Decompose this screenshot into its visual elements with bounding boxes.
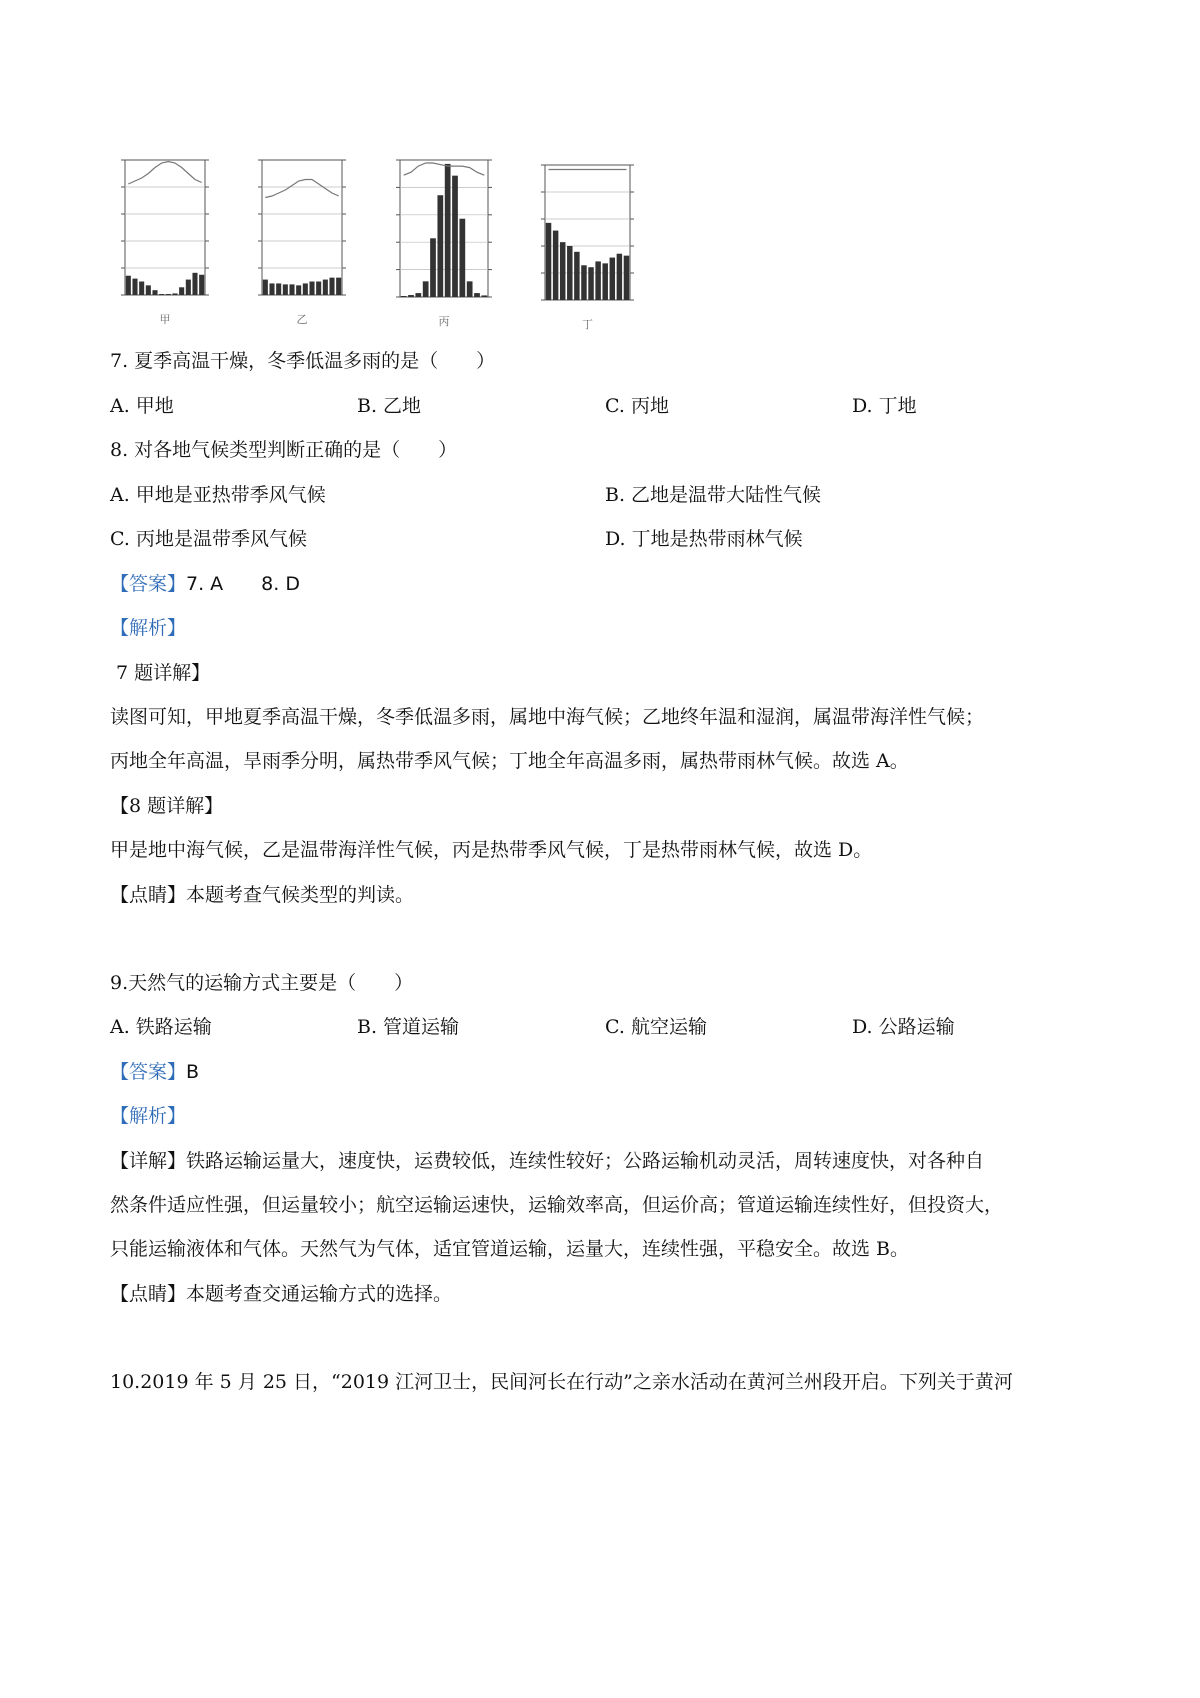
precip-bar — [166, 294, 171, 295]
precip-bar — [159, 294, 164, 295]
precip-bar — [481, 295, 487, 297]
precip-bar — [467, 281, 473, 297]
dianjing-1: 【点睛】本题考查气候类型的判读。 — [110, 884, 415, 906]
precip-bar — [474, 293, 480, 297]
precip-bar — [309, 282, 314, 296]
precip-bar — [452, 176, 458, 297]
q9-option-a: A. 铁路运输 — [110, 1016, 212, 1038]
analysis-tag: 【解析】 — [110, 617, 187, 639]
precip-bar — [269, 283, 274, 295]
q9-option-c: C. 航空运输 — [605, 1016, 707, 1038]
precip-bar — [336, 278, 341, 295]
precip-bar — [172, 293, 177, 295]
q7-detail-line-1: 读图可知，甲地夏季高温干燥，冬季低温多雨，属地中海气候；乙地终年温和湿润，属温带海洋性气候； — [110, 706, 985, 728]
q8-option-c: C. 丙地是温带季风气候 — [110, 528, 307, 550]
precip-bar — [445, 164, 451, 297]
answer-9-text: B — [186, 1061, 200, 1083]
precip-bar — [423, 281, 429, 297]
precip-bar — [329, 278, 334, 295]
precip-bar — [430, 238, 436, 297]
q8-detail-line-1: 甲是地中海气候，乙是温带海洋性气候，丙是热带季风气候，丁是热带雨林气候，故选 D。 — [110, 839, 873, 861]
precip-bar — [323, 280, 328, 295]
precip-bar — [437, 195, 443, 297]
q7-detail-line-2: 丙地全年高温，旱雨季分明，属热带季风气候；丁地全年高温多雨，属热带雨林气候。故选 A。 — [110, 750, 909, 772]
q8-option-b: B. 乙地是温带大陆性气候 — [605, 484, 822, 506]
q10-stem: 10.2019 年 5 月 25 日，“2019 江河卫士，民间河长在行动”之亲水活动在黄河兰州段开启。下列关于黄河 — [110, 1371, 1013, 1393]
q7-stem: 7. 夏季高温干燥，冬季低温多雨的是（ ） — [110, 350, 496, 372]
precip-bar — [602, 263, 607, 300]
precip-bar — [617, 254, 622, 300]
precip-bar — [152, 290, 157, 295]
q7-option-b: B. 乙地 — [357, 395, 422, 417]
precip-bar — [581, 265, 586, 300]
precip-bar — [192, 273, 197, 295]
temperature-line — [128, 162, 201, 185]
q9-detail-line-1: 【详解】铁路运输运量大，速度快，运费较低，连续性较好；公路运输机动灵活，周转速度快，对各种自 — [110, 1150, 985, 1172]
chart-label: 乙 — [296, 313, 308, 326]
precip-bar — [283, 284, 288, 295]
precip-bar — [553, 231, 558, 300]
temperature-line — [404, 163, 485, 175]
q9-detail-line-2: 然条件适应性强，但运量较小；航空运输运速快，运输效率高，但运价高；管道运输连续性好，但投资大， — [110, 1194, 1004, 1216]
precip-bar — [263, 280, 268, 295]
precip-bar — [276, 283, 281, 295]
q7-option-c: C. 丙地 — [605, 395, 669, 417]
precip-bar — [624, 256, 629, 300]
precip-bar — [415, 293, 421, 297]
precip-bar — [459, 219, 465, 297]
climate-charts-figure — [0, 0, 1200, 370]
q7-detail-title: 7 题详解】 — [116, 662, 211, 684]
chart-label: 甲 — [159, 313, 171, 326]
precip-bar — [567, 246, 572, 300]
precip-bar — [401, 296, 407, 297]
precip-bar — [303, 283, 308, 295]
precip-bar — [186, 280, 191, 295]
precip-bar — [132, 279, 137, 295]
precip-bar — [126, 276, 131, 295]
precip-bar — [289, 284, 294, 295]
precip-bar — [408, 295, 414, 297]
dianjing-2: 【点睛】本题考查交通运输方式的选择。 — [110, 1283, 453, 1305]
chart-label: 丙 — [438, 315, 450, 328]
precip-bar — [179, 287, 184, 295]
precip-bar — [588, 267, 593, 300]
chart-frame — [400, 160, 488, 297]
answer-text: 7. A 8. D — [186, 573, 300, 595]
chart-label: 丁 — [582, 318, 593, 331]
precip-bar — [139, 282, 144, 296]
q9-detail-line-3: 只能运输液体和气体。天然气为气体，适宜管道运输，运量大，连续性强，平稳安全。故选 B。 — [110, 1238, 910, 1260]
analysis-9-tag: 【解析】 — [110, 1105, 187, 1127]
precip-bar — [199, 275, 204, 295]
answer-9-tag: 【答案】 — [110, 1061, 187, 1083]
answer-7-8 — [110, 572, 300, 596]
q7-option-d: D. 丁地 — [852, 395, 917, 417]
q8-option-d: D. 丁地是热带雨林气候 — [605, 528, 803, 550]
precip-bar — [146, 285, 151, 295]
q9-option-d: D. 公路运输 — [852, 1016, 955, 1038]
q8-detail-title: 【8 题详解】 — [110, 795, 224, 817]
precip-bar — [546, 223, 551, 300]
precip-bar — [595, 261, 600, 300]
answer-9 — [110, 1060, 199, 1084]
precip-bar — [560, 242, 565, 300]
answer-tag: 【答案】 — [110, 573, 187, 595]
q7-option-a: A. 甲地 — [110, 395, 174, 417]
q9-option-b: B. 管道运输 — [357, 1016, 460, 1038]
q9-stem: 9.天然气的运输方式主要是（ ） — [110, 972, 414, 994]
q8-option-a: A. 甲地是亚热带季风气候 — [110, 484, 326, 506]
precip-bar — [296, 285, 301, 295]
q8-stem: 8. 对各地气候类型判断正确的是（ ） — [110, 439, 458, 461]
temperature-line — [265, 180, 338, 198]
precip-bar — [610, 258, 615, 300]
precip-bar — [316, 282, 321, 296]
precip-bar — [574, 252, 579, 300]
